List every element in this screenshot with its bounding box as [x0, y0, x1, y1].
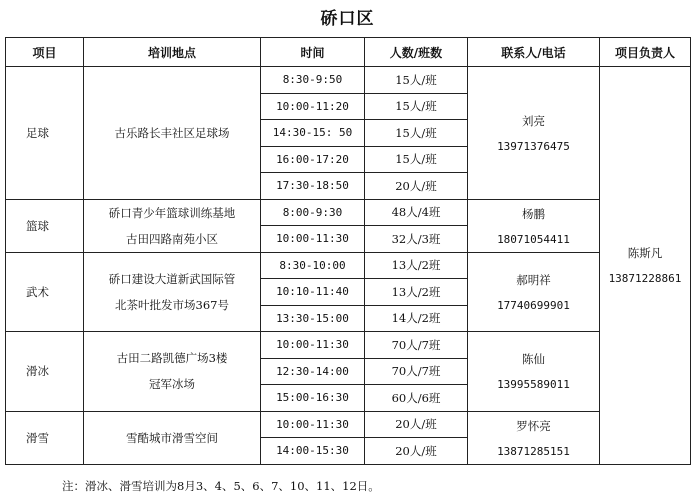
- time-cell: 17:30-18:50: [261, 173, 365, 200]
- header-row: [6, 38, 691, 67]
- header-manager: 项目负责人: [600, 38, 691, 67]
- contact-phone: 17740699901: [497, 298, 570, 312]
- location-line: 硚口建设大道新武国际管: [108, 271, 236, 286]
- header-contact: 联系人/电话: [468, 38, 600, 67]
- item-martial-arts: 武术: [6, 252, 84, 332]
- time-cell: 10:00-11:20: [261, 93, 365, 120]
- contact-phone: 18071054411: [497, 232, 570, 246]
- contact-name: 陈仙: [522, 352, 545, 367]
- time-cell: 8:30-9:50: [261, 67, 365, 94]
- capacity-cell: 15人/班: [365, 120, 468, 147]
- location-line: 古乐路长丰社区足球场: [114, 125, 230, 140]
- location-line: 雪酷城市滑雪空间: [126, 430, 218, 445]
- capacity-cell: 13人/2班: [365, 252, 468, 279]
- time-cell: 8:00-9:30: [261, 199, 365, 226]
- capacity-cell: 20人/班: [365, 438, 468, 465]
- location-basketball: [84, 199, 261, 252]
- table-row: [6, 252, 691, 279]
- capacity-cell: 13人/2班: [365, 279, 468, 306]
- time-cell: 8:30-10:00: [261, 252, 365, 279]
- table-row: [6, 199, 691, 226]
- capacity-cell: 70人/7班: [365, 332, 468, 359]
- contact-phone: 13971376475: [497, 139, 570, 153]
- time-cell: 13:30-15:00: [261, 305, 365, 332]
- manager-name: 陈斯凡: [627, 246, 663, 261]
- footnote: 注：滑冰、滑雪培训为8月3、4、5、6、7、10、11、12日。: [62, 479, 380, 493]
- contact-football: [468, 67, 600, 200]
- time-cell: 10:00-11:30: [261, 226, 365, 253]
- project-manager: [600, 67, 691, 465]
- time-cell: 14:00-15:30: [261, 438, 365, 465]
- contact-skating: [468, 332, 600, 412]
- item-skiing: 滑雪: [6, 411, 84, 464]
- time-cell: 16:00-17:20: [261, 146, 365, 173]
- manager-phone: 13871228861: [608, 272, 682, 286]
- capacity-cell: 20人/班: [365, 411, 468, 438]
- item-skating: 滑冰: [6, 332, 84, 412]
- table-row: [6, 67, 691, 94]
- capacity-cell: 48人/4班: [365, 199, 468, 226]
- location-martial-arts: [84, 252, 261, 332]
- location-skating: [84, 332, 261, 412]
- contact-name: 刘亮: [522, 113, 545, 128]
- item-basketball: 篮球: [6, 199, 84, 252]
- time-cell: 10:00-11:30: [261, 332, 365, 359]
- schedule-table: [5, 37, 691, 465]
- location-line: 古田二路凯德广场3楼: [116, 351, 228, 366]
- contact-martial-arts: [468, 252, 600, 332]
- header-location: 培训地点: [84, 38, 261, 67]
- capacity-cell: 15人/班: [365, 146, 468, 173]
- page-title: 硚口区: [320, 9, 375, 29]
- capacity-cell: 15人/班: [365, 67, 468, 94]
- contact-basketball: [468, 199, 600, 252]
- item-football: 足球: [6, 67, 84, 200]
- time-cell: 10:10-11:40: [261, 279, 365, 306]
- location-line: 古田四路南苑小区: [126, 231, 218, 246]
- contact-name: 杨鹏: [522, 206, 545, 221]
- location-line: 硚口青少年篮球训练基地: [108, 205, 236, 220]
- location-line: 冠军冰场: [149, 377, 195, 392]
- capacity-cell: 32人/3班: [365, 226, 468, 253]
- capacity-cell: 70人/7班: [365, 358, 468, 385]
- header-item: 项目: [6, 38, 84, 67]
- time-cell: 14:30-15: 50: [261, 120, 365, 147]
- capacity-cell: 15人/班: [365, 93, 468, 120]
- capacity-cell: 60人/6班: [365, 385, 468, 412]
- location-line: 北茶叶批发市场367号: [115, 297, 229, 312]
- contact-skiing: [468, 411, 600, 464]
- location-skiing: [84, 411, 261, 464]
- header-time: 时间: [261, 38, 365, 67]
- contact-name: 罗怀亮: [516, 418, 551, 433]
- time-cell: 10:00-11:30: [261, 411, 365, 438]
- contact-phone: 13995589011: [497, 378, 570, 392]
- capacity-cell: 20人/班: [365, 173, 468, 200]
- location-football: [84, 67, 261, 200]
- table-row: [6, 411, 691, 438]
- capacity-cell: 14人/2班: [365, 305, 468, 332]
- time-cell: 15:00-16:30: [261, 385, 365, 412]
- contact-name: 郝明祥: [516, 272, 551, 287]
- header-capacity: 人数/班数: [365, 38, 468, 67]
- time-cell: 12:30-14:00: [261, 358, 365, 385]
- contact-phone: 13871285151: [497, 444, 570, 458]
- table-row: [6, 332, 691, 359]
